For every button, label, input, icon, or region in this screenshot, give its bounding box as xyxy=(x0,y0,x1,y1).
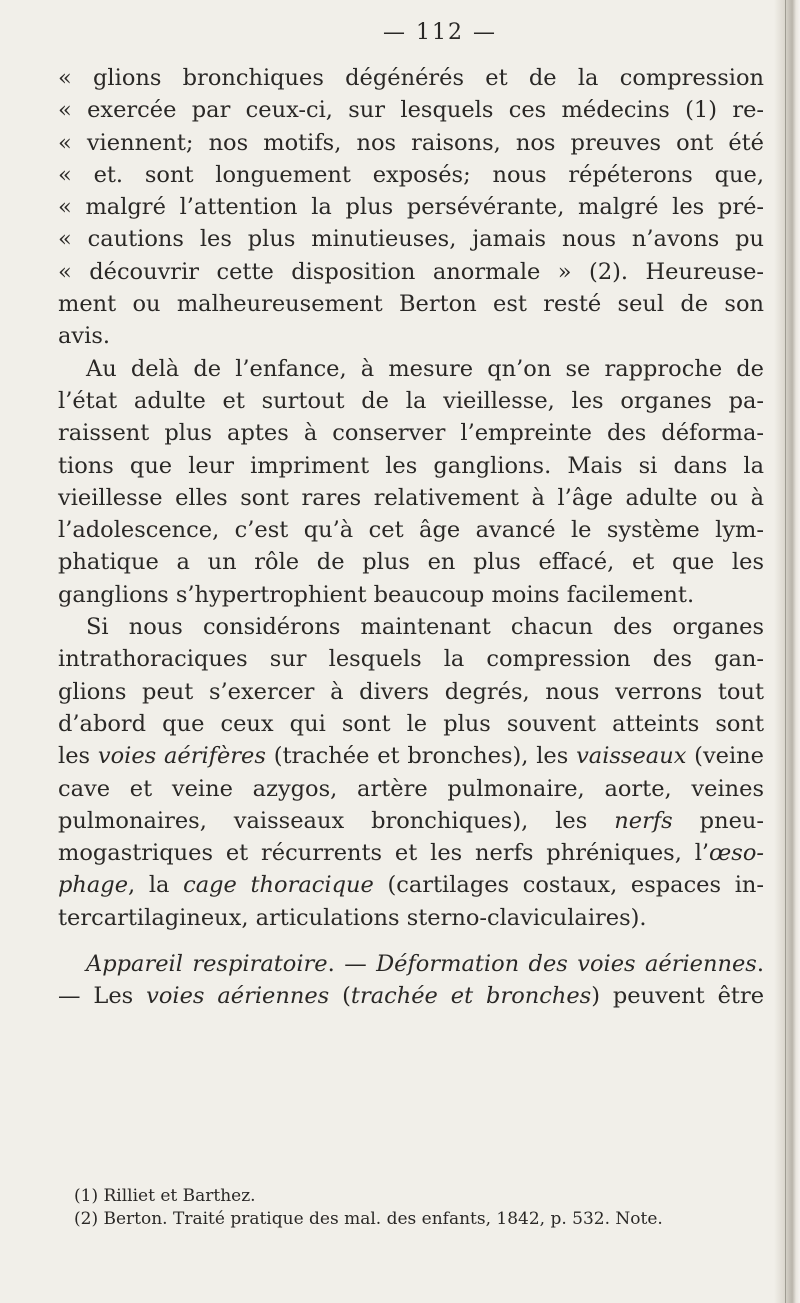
text-segment: (trachée et bronches), les xyxy=(265,743,577,770)
text-segment: , la xyxy=(128,872,184,899)
text-segment: pneu- xyxy=(672,807,764,834)
text-line: « découvrir cette disposition anormale » (2). Heureuse- xyxy=(58,258,764,285)
text-line: raissent plus aptes à conserver l’empreinte des déforma- xyxy=(58,420,764,447)
italic-term: trachée et bronches xyxy=(350,983,592,1010)
footnote: (2) Berton. Traité pratique des mal. des enfants, 1842, p. 532. Note. xyxy=(74,1209,663,1229)
text-line: d’abord que ceux qui sont le plus souvent atteints sont xyxy=(58,710,764,737)
text-line: « viennent; nos motifs, nos raisons, nos preuves ont été xyxy=(58,129,764,156)
text-line: ment ou malheureusement Berton est resté seul de son xyxy=(58,291,764,318)
text-line: cave et veine azygos, artère pulmonaire, aorte, veines xyxy=(58,775,764,802)
italic-heading: Déformation des voies aériennes xyxy=(376,951,757,978)
text-segment: (veine xyxy=(686,743,764,770)
text-line: vieillesse elles sont rares relativement à l’âge adulte ou à xyxy=(58,484,764,511)
text-line: « cautions les plus minutieuses, jamais nous n’avons pu xyxy=(58,226,764,253)
page-number: — 112 — xyxy=(383,20,497,45)
text-segment: ) peuvent être xyxy=(591,983,765,1010)
text-line: Au delà de l’enfance, à mesure qn’on se rapproche de xyxy=(86,355,764,382)
body-text xyxy=(58,62,764,1013)
text-segment: les xyxy=(58,743,98,770)
text-line: « et. sont longuement exposés; nous répéterons que, xyxy=(58,161,764,188)
text-line: « malgré l’attention la plus persévérante, malgré les pré- xyxy=(58,194,764,221)
text-line: Si nous considérons maintenant chacun des organes xyxy=(86,614,764,641)
italic-term: œso- xyxy=(709,840,764,867)
text-segment: . — xyxy=(327,951,377,978)
text-line xyxy=(58,837,764,869)
footnotes xyxy=(74,1185,774,1231)
text-segment: mogastriques et récurrents et les nerfs phréniques, l’ xyxy=(58,840,710,867)
text-segment: — Les xyxy=(58,983,147,1010)
footnote: (1) Rilliet et Barthez. xyxy=(74,1186,256,1206)
text-line xyxy=(58,805,764,837)
text-line: l’état adulte et surtout de la vieillesse, les organes pa- xyxy=(58,387,764,414)
italic-heading: Appareil respiratoire xyxy=(86,951,328,978)
text-line: « glions bronchiques dégénérés et de la compression xyxy=(58,65,764,91)
italic-term: nerfs xyxy=(614,807,673,834)
text-line: l’adolescence, c’est qu’à cet âge avancé le système lym- xyxy=(58,517,764,544)
text-segment: ( xyxy=(329,983,351,1010)
text-segment: . xyxy=(756,951,764,978)
text-segment: pulmonaires, vaisseaux bronchiques), les xyxy=(58,807,615,834)
page-edge-shadow xyxy=(774,0,800,1303)
text-line: intrathoraciques sur lesquels la compression des gan- xyxy=(58,646,764,673)
text-line: avis. xyxy=(58,323,111,350)
section-heading-line xyxy=(58,948,764,980)
text-line xyxy=(58,740,764,772)
text-line: « exercée par ceux-ci, sur lesquels ces médecins (1) re- xyxy=(58,97,764,124)
text-line: phatique a un rôle de plus en plus effacé, et que les xyxy=(58,549,764,576)
text-line xyxy=(58,980,764,1012)
text-line: glions peut s’exercer à divers degrés, nous verrons tout xyxy=(58,678,764,705)
italic-term: phage xyxy=(58,872,129,899)
text-line: tercartilagineux, articulations sterno-claviculaires). xyxy=(58,904,647,931)
page-edge-line xyxy=(785,0,786,1303)
text-line: ganglions s’hypertrophient beaucoup moins facilement. xyxy=(58,581,695,608)
text-line: tions que leur impriment les ganglions. Mais si dans la xyxy=(58,452,764,479)
italic-term: vaisseaux xyxy=(576,743,687,770)
paragraph-gap xyxy=(58,934,764,948)
text-segment: (cartilages costaux, espaces in- xyxy=(373,872,764,899)
italic-term: voies aériennes xyxy=(146,983,330,1010)
text-line xyxy=(58,869,764,901)
italic-term: voies aérifères xyxy=(97,743,266,770)
italic-term: cage thoracique xyxy=(183,872,374,899)
